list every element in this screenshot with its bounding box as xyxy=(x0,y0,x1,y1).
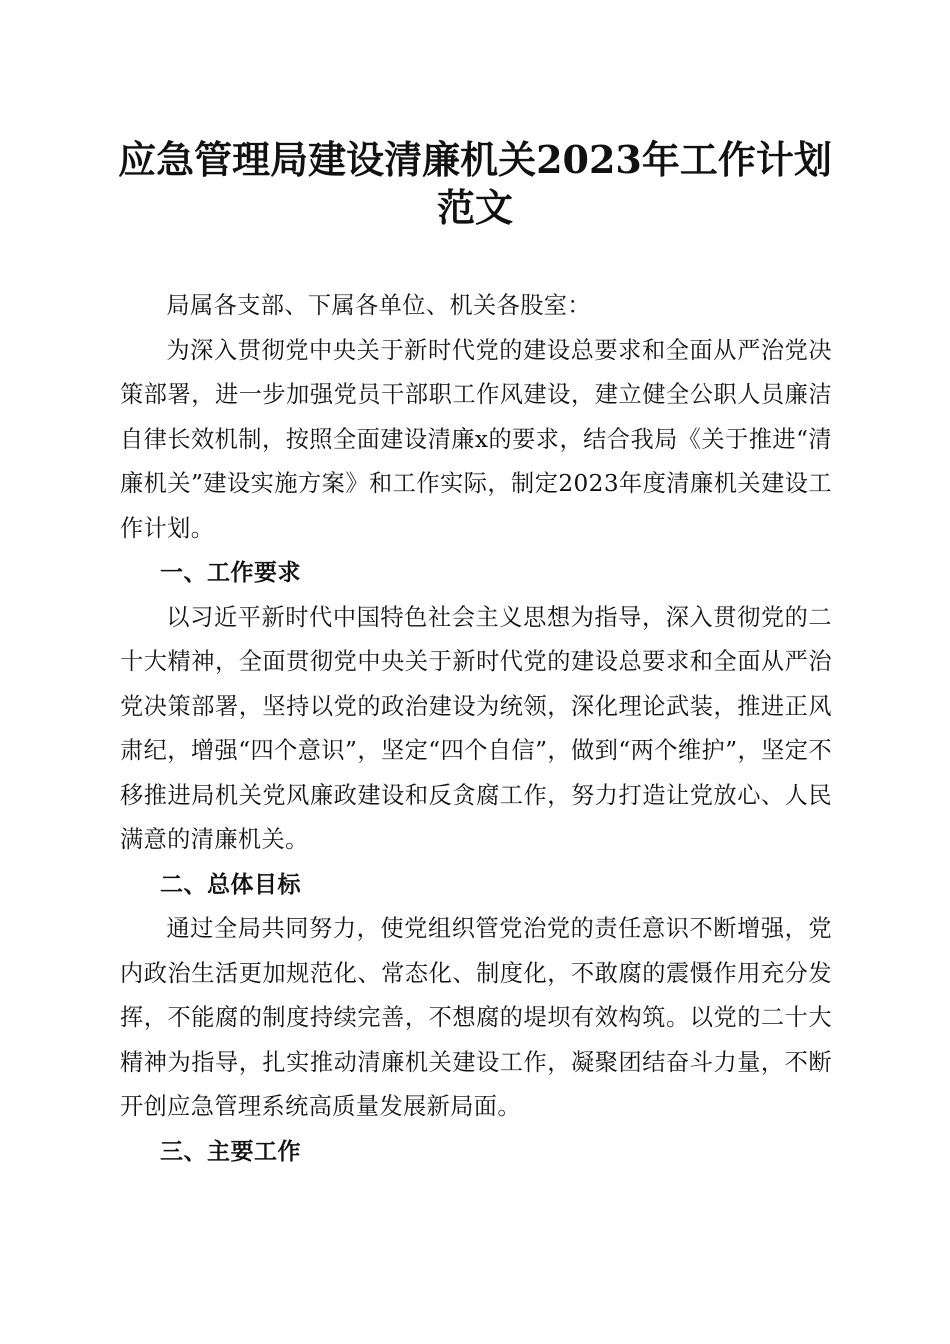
section-paragraph-goals: 通过全局共同努力，使党组织管党治党的责任意识不断增强，党内政治生活更加规范化、常态化、制度化，不敢腐的震慑作用充分发挥，不能腐的制度持续完善，不想腐的堤坝有效构筑。以党的二十大精神为指导，扎实推动清廉机关建设工作，凝聚团结奋斗力量，不断开创应急管理系统高质量发展新局面。 xyxy=(120,915,832,1120)
section-heading-requirements: 一、工作要求 xyxy=(160,560,301,586)
section-paragraph-requirements: 以习近平新时代中国特色社会主义思想为指导，深入贯彻党的二十大精神，全面贯彻党中央关于新时代党的建设总要求和全面从严治党决策部署，坚持以党的政治建设为统领，深化理论武装，推进正风肃纪，增强“四个意识”，坚定“四个自信”，做到“两个维护”，坚定不移推进局机关党风廉政建设和反贪腐工作，努力打造让党放心、人民满意的清廉机关。 xyxy=(120,603,832,853)
section-heading-goals: 二、总体目标 xyxy=(160,871,301,898)
document-title: 应急管理局建设清廉机关2023年工作计划范文 xyxy=(118,137,832,230)
section-heading-main-work: 三、主要工作 xyxy=(160,1138,301,1165)
document-body xyxy=(120,284,832,1174)
intro-paragraph: 为深入贯彻党中央关于新时代党的建设总要求和全面从严治党决策部署，进一步加强党员干部职工作风建设，建立健全公职人员廉洁自律长效机制，按照全面建设清廉x的要求，结合我局《关于推进“清廉机关”建设实施方案》和工作实际，制定2023年度清廉机关建设工作计划。 xyxy=(120,336,832,542)
salutation: 局属各支部、下属各单位、机关各股室： xyxy=(166,292,591,319)
